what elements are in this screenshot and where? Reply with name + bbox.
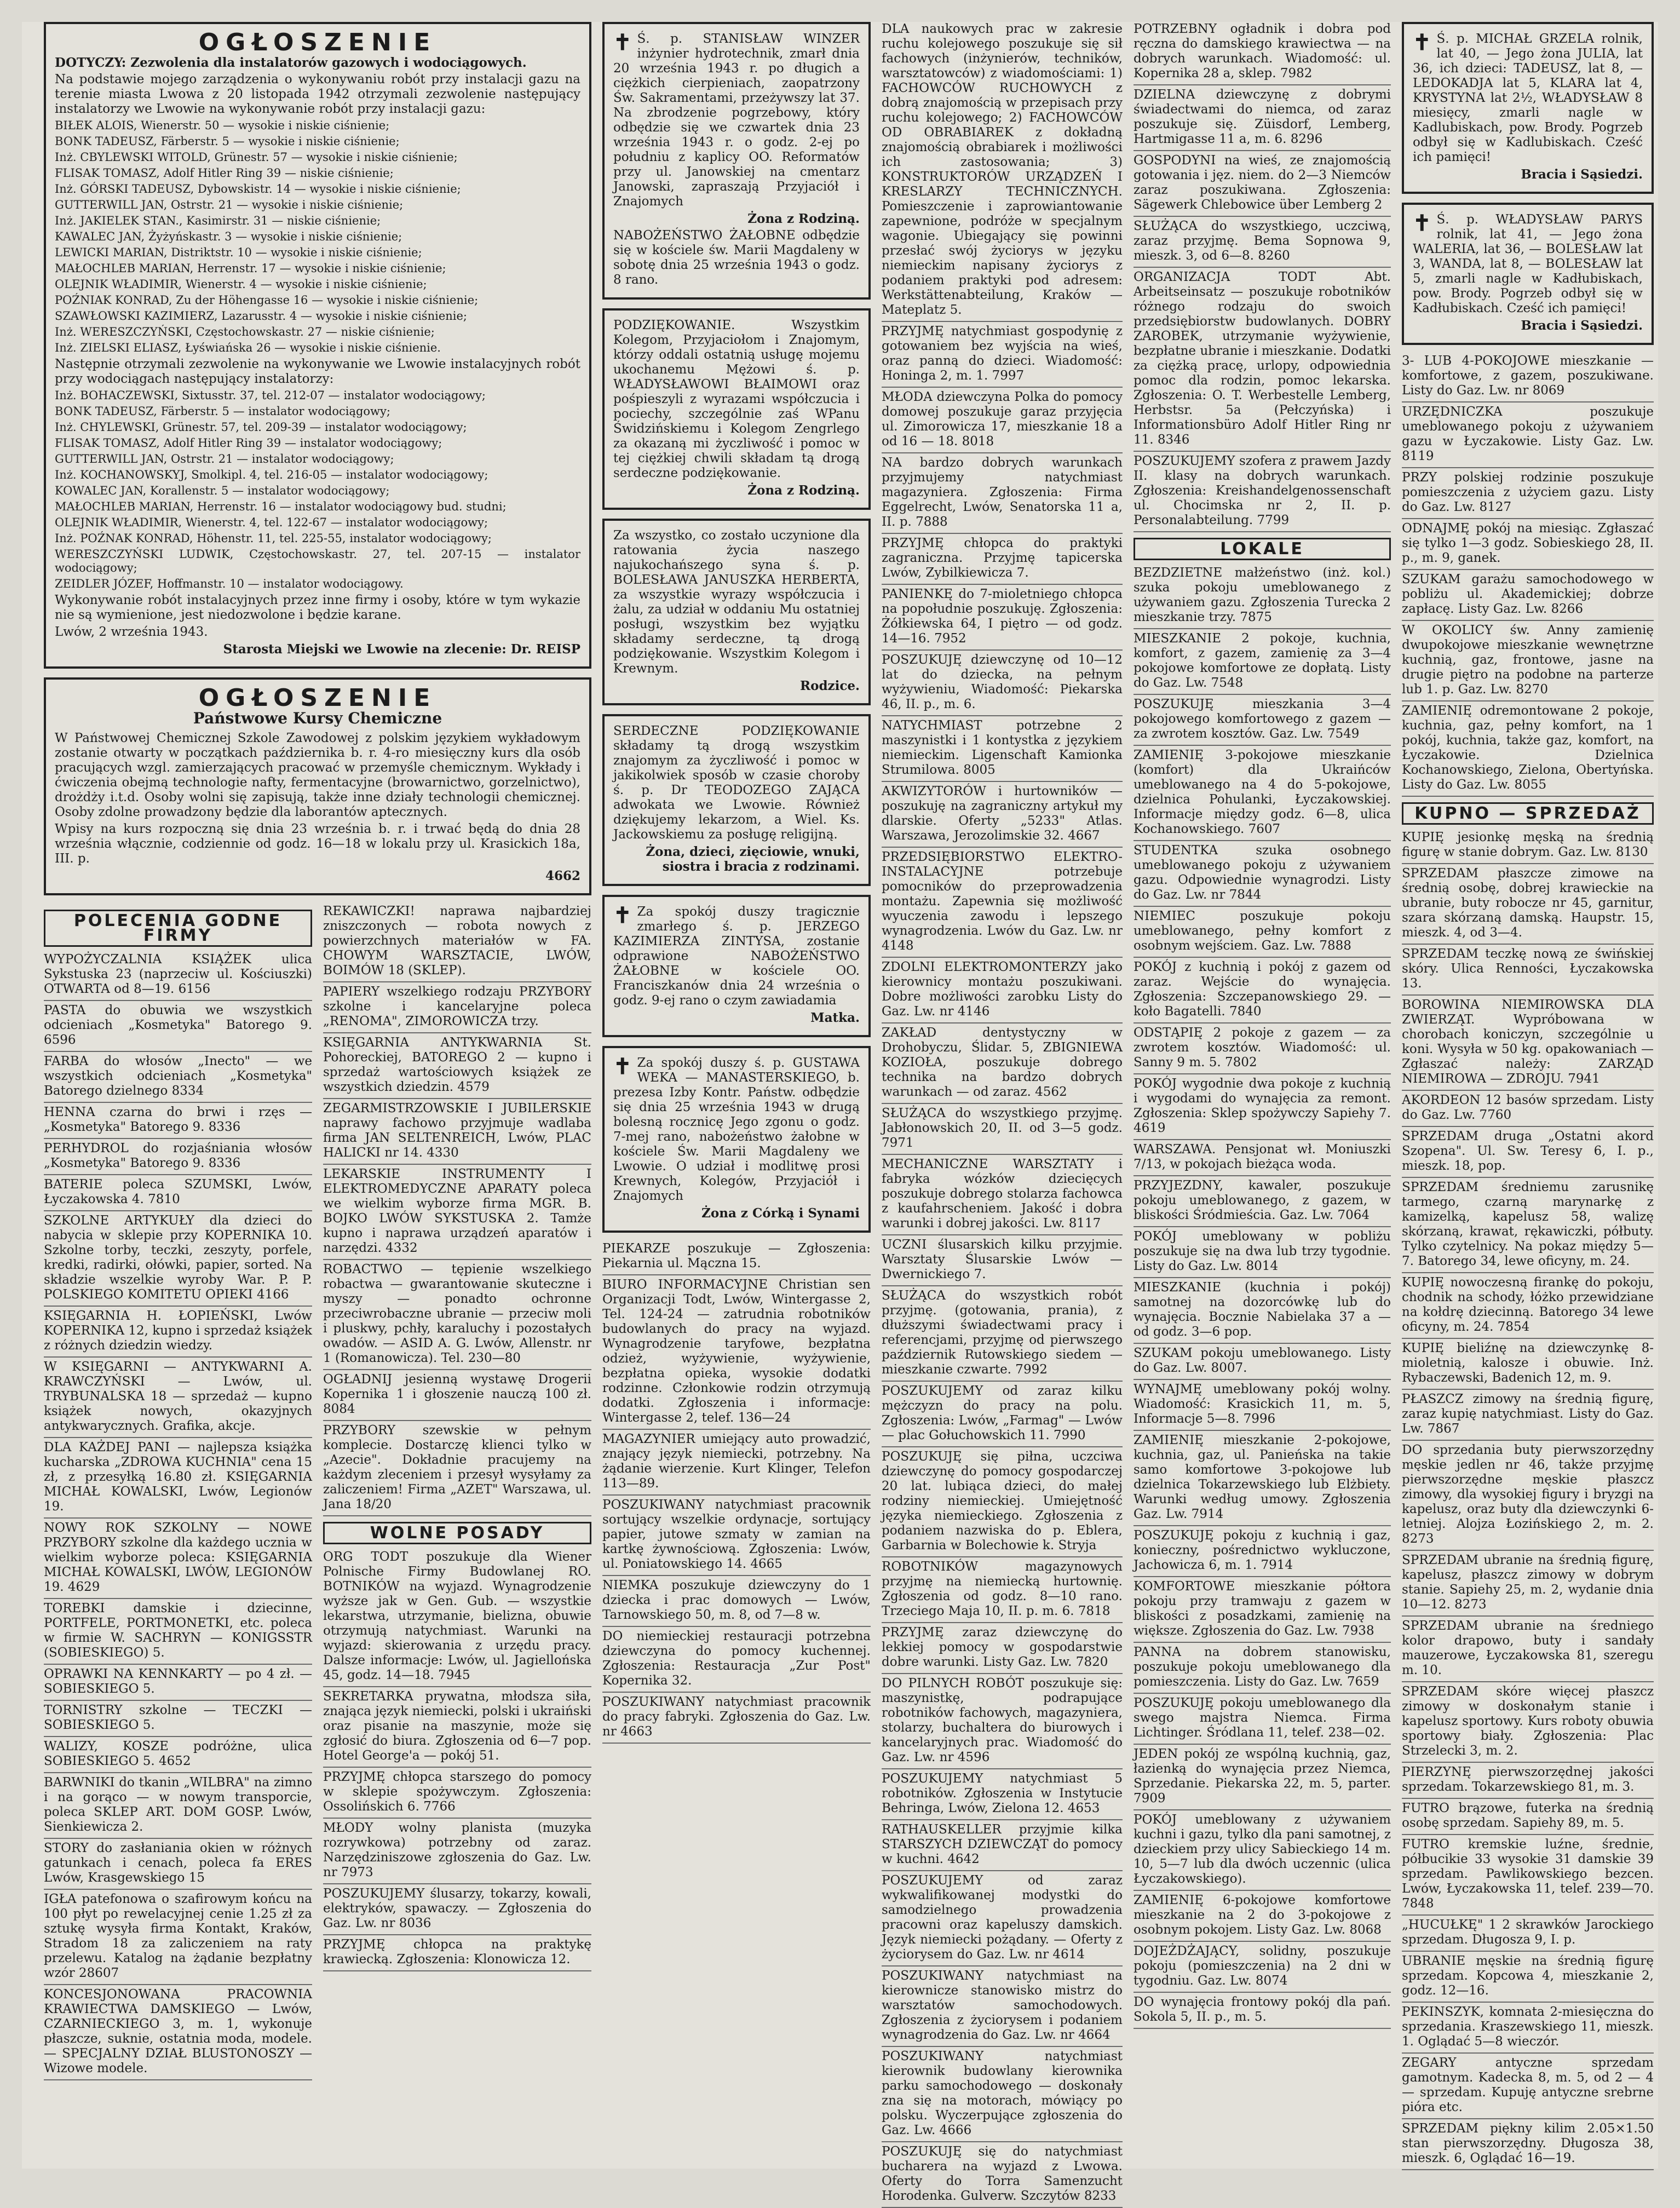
ad-item: RATHAUSKELLER przyjmie kilka STARSZYCH DZIEWCZĄT do pomocy w kuchni. 4642	[882, 1822, 1123, 1871]
list-item: BIŁEK ALOIS, Wienerstr. 50 — wysokie i niskie ciśnienie;	[55, 119, 390, 132]
list-item: Inż. BOHACZEWSKI, Sixtusstr. 37, tel. 212-07 — instalator wodociągowy;	[55, 389, 486, 402]
ad-item: ROBOTNIKÓW magazynowych przyjmę na niemiecką hurtownię. Zgłoszenia od godz. 8—10 rano. Trzeciego Maja 10, II. p. m. 6. 7818	[882, 1560, 1123, 1623]
ad-item: BOROWINA NIEMIROWSKA DLA ZWIERZĄT. Wypróbowana w chorobach koniczyn, szczególnie u koni. Wysyła w 50 kg. opakowaniach — Zgłaszać należy: ZARZĄD NIEMIROWA — ZDROJU. 7941	[1402, 998, 1654, 1091]
list-item: GUTTERWILL JAN, Ostrstr. 21 — instalator wodociągowy;	[55, 452, 394, 465]
ad-item: DLA KAŻDEJ PANI — najlepsza książka kucharska „ZDROWA KUCHNIA" cena 15 zł, z przesyłką 16.80 zł. KSIĘGARNIA MICHAŁ KOWALSKI, Lwów, Legionów 19.	[44, 1440, 312, 1519]
ad-item: KONCESJONOWANA PRACOWNIA KRAWIECTWA DAMSKIEGO — Lwów, CZARNIECKIEGO 3, m. 1, wykonuje płaszcze, suknie, ostatnia moda, modele. — SPECJALNY DZIAŁ BLUSTONOSZY — Wizowe modele.	[44, 1987, 312, 2080]
ad-item: WARSZAWA. Pensjonat wł. Moniuszki 7/13, w pokojach bieżąca woda.	[1134, 1142, 1391, 1176]
cross-icon: ✝	[613, 1054, 632, 1079]
ad-item: STORY do zasłaniania okien w różnych gatunkach i cenach, poleca fa ERES Lwów, Krasgewskiego 15	[44, 1841, 312, 1890]
ad-item: PAPIERY wszelkiego rodzaju PRZYBORY szkolne i kancelaryjne poleca „RENOMA", ZIMOROWICZA trzy.	[323, 985, 591, 1033]
list-item: Inż. ZIELSKI ELIASZ, Łyświańska 26 — wysokie i niskie ciśnienie.	[55, 341, 441, 354]
ad-item: PANIENKĘ do 7-mioletniego chłopca na popołudnie poszukuję. Zgłoszenia: Żółkiewska 64, I piętro — od godz. 14—16. 7952	[882, 587, 1123, 651]
ad-item: WYNAJMĘ umeblowany pokój wolny. Wiadomość: Krasickich 11, m. 5, Informacje 5—8. 7996	[1134, 1382, 1391, 1431]
section-header: POLECENIA GODNE FIRMY	[44, 910, 312, 947]
list-item: FLISAK TOMASZ, Adolf Hitler Ring 39 — instalator wodociągowy;	[55, 436, 442, 450]
ad-item: ZAKŁAD dentystyczny w Drohobyczu, Ślidar. 5, ZBIGNIEWA KOZIOŁA, poszukuje dobrego technika na bardzo dobrych warunkach — od zaraz. 4562	[882, 1026, 1123, 1104]
ad-item: PERHYDROL do rozjaśniania włosów „Kosmetyka" Batorego 9. 8336	[44, 1141, 312, 1175]
list-item: POŹNIAK KONRAD, Zu der Höhengasse 16 — wysokie i niskie ciśnienie;	[55, 294, 479, 307]
ad-item: UCZNI ślusarskich kilku przyjmie. Warsztaty Ślusarskie Lwów — Dwernickiego 7.	[882, 1238, 1123, 1286]
list-item: KAWALEC JAN, Żyżyńskastr. 3 — wysokie i niskie ciśnienie;	[55, 230, 402, 243]
list-item: OLEJNIK WŁADIMIR, Wienerstr. 4 — wysokie i niskie ciśnienie;	[55, 278, 427, 291]
ad-item: POSZUKIWANY natychmiast kierownik budowlany kierownika parku samochodowego — doskonały zna się na motorach, mówiący po polsku. Wyczerpujące zgłoszenia do Gaz. Lw. 4666	[882, 2049, 1123, 2142]
list-item: Inż. POŹNAK KONRAD, Höhenstr. 11, tel. 225-55, instalator wodociągowy;	[55, 532, 492, 545]
ad-item: ZDOLNI ELEKTROMONTERZY jako kierownicy montażu poszukiwani. Dobre możliwości zarobku Listy do Gaz. Lw. nr 4146	[882, 960, 1123, 1024]
ad-item: ZAMIENIĘ odremontowane 2 pokoje, kuchnia, gaz, pełny komfort, na 1 pokój, kuchnia, także gaz, komfort, na Łyczakowie. Dzielnica Kochanowskiego, Zielona, Obertyńska. Listy do Gaz. Lw. 8055	[1402, 704, 1654, 797]
ad-item: PANNA na dobrem stanowisku, poszukuje pokoju umeblowanego dla pomieszczenia. Listy do Gaz. Lw. 7659	[1134, 1645, 1391, 1694]
section-header: KUPNO — SPRZEDAŻ	[1402, 802, 1654, 825]
thanks-notice	[602, 519, 871, 705]
ad-item: MŁODY wolny planista (muzyka rozrywkowa) potrzebny od zaraz. Narzędziniszowe zgłoszenia do Gaz. Lw. nr 7973	[323, 1821, 591, 1884]
ad-item: POSZUKIWANY natychmiast pracownik sortujący wszelkie ordynacje, sortujący papier, jutowe szmaty w zamian na kartkę żywnościową. Zgłoszenia: Lwów, ul. Poniatowskiego 14. 4665	[602, 1498, 871, 1576]
list-item: Inż. JAKIELEK STAN., Kasimirstr. 31 — niskie ciśnienie;	[55, 214, 381, 227]
ad-item: KSIĘGARNIA H. ŁOPIEŃSKI, Lwów KOPERNIKA 12, kupno i sprzedaż książek z różnych dziedzin wiedzy.	[44, 1309, 312, 1358]
notice-subject: DOTYCZY: Zezwolenia dla instalatorów gazowych i wodociągowych.	[55, 55, 527, 70]
ad-item: DLA naukowych prac w zakresie ruchu kolejowego poszukuje się sił fachowych (inżynierów, techników, warsztatowców) z wiadomościami: 1) FACHOWCÓW RUCHOWYCH z dobrą znajomością w przepisach przy ruchu kolejowego; 2) FACHOWCÓW OD OBRABIAREK z dokładną znajomością obrabiarek i możliwości ich zastosowania; 3) KONSTRUKTORÓW URZĄDZEŃ I KRESLARZY TECHNICZNYCH. Pomieszczenie i zaprowiantowanie zapewnione, podróże w specjalnym wagonie. Ubiegający się powinni przesłać swój życiorys w języku niemieckim napisany życiorys z podaniem praktyki pod adresem: Werkstättenabteilung, Kraków — Mateplatz 5.	[882, 22, 1123, 322]
list-item: BONK TADEUSZ, Färberstr. 5 — instalator wodociągowy;	[55, 405, 390, 418]
list-item: Inż. KOCHANOWSKYJ, Smolkipl. 4, tel. 216-05 — instalator wodociągowy;	[55, 468, 488, 481]
column-1	[44, 22, 591, 2169]
list-item: OLEJNIK WŁADIMIR, Wienerstr. 4, tel. 122-67 — instalator wodociągowy;	[55, 516, 488, 529]
chemistry-courses-notice	[44, 677, 591, 895]
ad-item: HENNA czarna do brwi i rzęs — „Kosmetyka" Batorego 9. 8336	[44, 1105, 312, 1139]
ad-item: „HUCUŁKĘ" 1 2 skrawków Jarockiego sprzedam. Długosza 9, I. p.	[1402, 1918, 1654, 1952]
obituary-text: Ś. p. WŁADYSŁAW PARYS rolnik, lat 41, — Jego żona WALERIA, lat 36, — BOLESŁAW lat 3, WANDA, lat 8, — BOLESŁAW lat 5, zmarli nagle w Kadłubiskach, pow. Brody. Pogrzeb odbył się w Kadłubiskach. Cześć ich pamięci!	[1413, 212, 1643, 315]
ad-item: SPRZEDAM druga „Ostatni akord Szopena". Ul. Sw. Teresy 6, I. p., mieszk. 18, pop.	[1402, 1129, 1654, 1178]
notice-title: OGŁOSZENIE	[198, 684, 437, 712]
ad-item: POSZUKUJĘ mieszkania 3—4 pokojowego komfortowego z gazem — za zwrotem kosztów. Gaz. Lw. 7549	[1134, 697, 1391, 746]
ad-item: POSZUKIWANY natychmiast pracownik do pracy fabryki. Zgłoszenia do Gaz. Lw. nr 4663	[602, 1695, 871, 1744]
ad-item: POKÓJ umeblowany w pobliżu poszukuje się na dwa lub trzy tygodnie. Listy do Gaz. Lw. 8014	[1134, 1229, 1391, 1278]
notice-signature: Starosta Miejski we Lwowie na zlecenie: Dr. REISP	[223, 642, 580, 657]
ad-item: AKWIZYTORÓW i hurtowników — poszukuję na zagraniczny artykuł my dlarskie. Oferty „5233" Atlas. Warszawa, Jerozolimskie 32. 4667	[882, 784, 1123, 848]
ad-item: NA bardzo dobrych warunkach przyjmujemy natychmiast magazyniera. Zgłoszenia: Firma Eggelrecht, Lwów, Senatorska 11 a, II. p. 7888	[882, 456, 1123, 534]
ad-item: PIERZYNĘ pierwszorzędnej jakości sprzedam. Tokarzewskiego 81, m. 3.	[1402, 1765, 1654, 1799]
ad-item: MIESZKANIE 2 pokoje, kuchnia, komfort, z gazem, zamienię za 3—4 pokojowe komfortowe ze dopłatą. Listy do Gaz. Lw. 7548	[1134, 631, 1391, 695]
cross-icon: ✝	[1413, 30, 1431, 55]
ad-item: PRZYBORY szewskie w pełnym komplecie. Dostarczę klienci tylko w „Azecie". Dokładnie pracujemy na każdym zleceniem i przesył wysyłamy za zaliczeniem! Firma „AZET" Warszawa, ul. Jana 18/20	[323, 1423, 591, 1516]
ad-item: STUDENTKA szuka osobnego umeblowanego pokoju z używaniem gazu. Odpowiednie wynagrodzi. Listy do Gaz. Lw. nr 7844	[1134, 843, 1391, 907]
notice-signature: Żona, dzieci, zięciowie, wnuki, siostra i bracia z rodzinami.	[646, 844, 860, 874]
ad-item: REKAWICZKI! naprawa najbardziej zniszczonych — robota nowych z powierzchnych materiałów w FA. CHOWYM WARSZTACIE, LWÓW, BOIMÓW 18 (SKLEP).	[323, 904, 591, 982]
ad-item: PŁASZCZ zimowy na średnią figurę, zaraz kupię natychmiast. Listy do Gaz. Lw. 7867	[1402, 1392, 1654, 1441]
ad-item: FUTRO brązowe, futerka na średnią osobę sprzedam. Sapiehy 89, m. 5.	[1402, 1801, 1654, 1835]
cross-icon: ✝	[613, 902, 632, 928]
notice-signature: Matka.	[810, 1010, 860, 1025]
ad-item: ZEGARMISTRZOWSKIE I JUBILERSKIE naprawy fachowo przyjmuje wadlaba firma JAN SELTENREICH, Lwów, PLAC HALICKI nr 14. 4330	[323, 1101, 591, 1165]
ad-item: PRZYJEZDNY, kawaler, poszukuje pokoju umeblowanego, z gazem, w bliskości Śródmieścia. Gaz. Lw. 7064	[1134, 1178, 1391, 1227]
list-item: MAŁOCHLEB MARIAN, Herrenstr. 16 — instalator wodociągowy bud. studni;	[55, 500, 507, 513]
thanks-notice	[602, 714, 871, 886]
ad-item: SPRZEDAM ubranie na średnią figurę, kapelusz, płaszcz zimowy w dobrym stanie. Sapiehy 25, m. 2, wydanie dnia 10—12. 8273	[1402, 1553, 1654, 1617]
ad-item: PEKINSZYK, komnata 2-miesięczna do sprzedania. Kraszewskiego 11, mieszk. 1. Oglądać 5—8 wieczór.	[1402, 2005, 1654, 2054]
ad-item: MAGAZYNIER umiejący auto prowadzić, znający język niemiecki, potrzebny. Na żądanie wierzenie. Kurt Klinger, Telefon 113—89.	[602, 1432, 871, 1496]
ad-item: PRZY polskiej rodzinie poszukuje pomieszczenia z użyciem gazu. Listy do Gaz. Lw. 8127	[1402, 470, 1654, 519]
ad-item: ROBACTWO — tępienie wszelkiego robactwa — gwarantowanie skuteczne i myszy — ponadto ochronne przeciwrobaczne ubranie — przeciw moli i pluskwy, pchły, karaluchy i pozostałych owadów. — ASID A. G. Lwów, Allenstr. nr 1 (Romanowicza). Tel. 230—80	[323, 1262, 591, 1370]
section-header: WOLNE POSADY	[323, 1522, 591, 1544]
ad-item: SŁUŻĄCA do wszystkiego, uczciwą, zaraz przyjmę. Bema Sopnowa 9, mieszk. 3, od 6—8. 8260	[1134, 219, 1391, 268]
obituary	[1402, 22, 1654, 194]
notice-closing: Wykonywanie robót instalacyjnych przez inne firmy i osoby, które w tym wykazie nie są wymienione, jest niedozwolone i będzie karane.	[55, 593, 580, 622]
ad-item: SEKRETARKA prywatna, młodsza siła, znająca język niemiecki, polski i ukraiński oraz pisanie na maszynie, może się zgłosić do biura. Zgłoszenia od 6—7 pop. Hotel George'a — pokój 51.	[323, 1689, 591, 1768]
ad-item: TOREBKI damskie i dziecinne, PORTFELE, PORTMONETKI, etc. poleca w firmie W. SACHRYN — KONIGSSTR (SOBIESKIEGO) 5.	[44, 1601, 312, 1665]
ad-item: SPRZEDAM ubranie na średniego kolor drapowo, buty i sandały mauzerowe, Łyczakowska 81, szeregu m. 10.	[1402, 1619, 1654, 1682]
ad-item: KUPIĘ nowoczesną firankę do pokoju, chodnik na schody, łóżko przewidziane na kołdrę dziecinną. Batorego 34 lewe oficyny, m. 24. 7854	[1402, 1275, 1654, 1339]
list-item: FLISAK TOMASZ, Adolf Hitler Ring 39 — niskie ciśnienie;	[55, 166, 394, 180]
ad-item: ORGANIZACJA TODT Abt. Arbeitseinsatz — poszukuje robotników różnego rodzaju do swoich przedsiębiorstw budowlanych. DOBRY ZAROBEK, utrzymanie wyżywienie, bezpłatne ubranie i mieszkanie. Dodatki za ciężką pracę, urlopy, odpowiednia pomoc dla rodzin, pomoc lekarska. Zgłoszenia: O. T. Werbestelle Lemberg, Herbstsr. 5a (Pełczyńska) i Informationsbüro Adolf Hitler Ring nr 11. 8346	[1134, 270, 1391, 452]
installers-notice	[44, 22, 591, 669]
ad-item: LEKARSKIE INSTRUMENTY I ELEKTROMEDYCZNE APARATY poleca we wielkim wyborze firma MGR. B. BOJKO LWÓW SYKSTUSKA 2. Tamże kupno i naprawa urządzeń aparatów i narzędzi. 4332	[323, 1167, 591, 1260]
ad-item: 3- LUB 4-POKOJOWE mieszkanie — komfortowe, z gazem, poszukiwane. Listy do Gaz. Lw. nr 8069	[1402, 354, 1654, 403]
column-4	[1134, 22, 1391, 2169]
column-2	[602, 22, 871, 2169]
ad-item: OGŁADNIJ jesienną wystawę Drogerii Kopernika 1 i głoszenie nauczą 100 zł. 8084	[323, 1372, 591, 1421]
ads-subcolumn-left	[44, 904, 312, 2083]
ad-item: BEZDZIETNE małżeństwo (inż. kol.) szuka pokoju umeblowanego z używaniem gazu. Zgłoszenia Turecka 2 mieszkanie trzy. 7875	[1134, 566, 1391, 629]
ad-item: FARBA do włosów „Inecto" — we wszystkich odcieniach „Kosmetyka" Batorego dzielnego 8334	[44, 1054, 312, 1103]
ad-item: SPRZEDAM piękny kilim 2.05×1.50 stan pierwszorzędny. Długosza 38, mieszk. 6, Oglądać 16—19.	[1402, 2121, 1654, 2170]
ad-item: FUTRO kremskie luźne, średnie, półbucikie 33 wysokie 31 damskie 39 sprzedam. Pawlikowskiego bezcen. Lwów, Łyczakowska 11, telef. 239—70. 7848	[1402, 1837, 1654, 1916]
ad-item: IGŁA patefonowa o szafirowym końcu na 100 płyt po rewelacyjnej cenie 1.25 zł za sztukę wysyła firma Kontakt, Kraków, Stradom 18 za zaliczeniem na raty przelewu. Katalog na żądanie bezpłatny wzór 28607	[44, 1892, 312, 1985]
notice-date: Lwów, 2 września 1943.	[55, 625, 208, 639]
ad-item: PRZYJMĘ zaraz dziewczynę do lekkiej pomocy w gospodarstwie dobre warunki. Listy Gaz. Lw. 7820	[882, 1625, 1123, 1674]
ad-item: ZAMIENIĘ mieszkanie 2-pokojowe, kuchnia, gaz, ul. Panieńska na takie samo komfortowe 3-pokojowe lub dzielnica Tokarzewskiego lub Elżbiety. Warunki według umowy. Zgłoszenia Gaz. Lw. 7914	[1134, 1433, 1391, 1526]
ad-item: NIEMKA poszukuje dziewczyny do 1 dziecka i prac domowych — Lwów, Tarnowskiego 50, m. 8, od 7—8 w.	[602, 1578, 871, 1627]
ad-item: SZKOLNE ARTYKUŁY dla dzieci do nabycia w sklepie przy KOPERNIKA 10. Szkolne torby, teczki, zeszyty, porfele, kredki, radirki, ołówki, papier, sorted. Na składzie wszelkie wyroby War. P. P. POLSKIEGO KOMITETU OPIEKI 4166	[44, 1214, 312, 1307]
ad-item: MIESZKANIE (kuchnia i pokój) samotnej na dozorcówkę lub do wynajęcia. Bocznie Nabielaka 37 a — od godz. 3—6 pop.	[1134, 1280, 1391, 1344]
ad-item: NIEMIEC poszukuje pokoju umeblowanego, pełny komfort z osobnym wejściem. Gaz. Lw. 7888	[1134, 909, 1391, 958]
ad-item: POKÓJ z kuchnią i pokój z gazem od zaraz. Wejście do wynajęcia. Zgłoszenia: Szczepanowskiego 29. — koło Bagatelli. 7840	[1134, 960, 1391, 1024]
obituary	[1402, 203, 1654, 345]
cross-icon: ✝	[613, 30, 632, 55]
ad-item: DOJEŻDŻAJĄCY, solidny, poszukuje pokoju (pomieszczenia) na 2 dni w tygodniu. Gaz. Lw. 8074	[1134, 1944, 1391, 1993]
ad-item: SPRZEDAM płaszcze zimowe na średnią osobę, dobrej krawieckie na ubranie, buty robocze nr 45, garnitur, szara skórzaną damską. Haupstr. 15, mieszk. 4, od 3—4.	[1402, 866, 1654, 945]
list-item: SZAWŁOWSKI KAZIMIERZ, Lazarusstr. 4 — wysokie i niskie ciśnienie;	[55, 309, 467, 323]
ad-item: SPRZEDAM skóre więcej płaszcz zimowy w doskonałym stanie i kapelusz sportowy. Kurs roboty obuwia sportowy biały. Zgłoszenia: Plac Strzelecki 3, m. 2.	[1402, 1684, 1654, 1763]
ad-item: ODNAJMĘ pokój na miesiąc. Zgłaszać się tylko 1—3 godz. Sobieskiego 28, II. p., m. 9, ganek.	[1402, 521, 1654, 570]
mass-notice	[602, 1046, 871, 1233]
notice-intro: Na podstawie mojego zarządzenia o wykonywaniu robót przy instalacji gazu na terenie miasta Lwowa z 20 listopada 1942 otrzymali zezwolenie następujący instalatorzy we Lwowie na wykonywanie robót przy instalacji gazu:	[55, 72, 580, 116]
notice-signature: Rodzice.	[800, 679, 860, 693]
ads-area	[44, 904, 591, 2083]
list-item: Inż. CBYLEWSKI WITOLD, Grünestr. 57 — wysokie i niskie ciśnienie;	[55, 151, 458, 164]
ad-item: W OKOLICY św. Anny zamienię dwupokojowe mieszkanie wewnętrzne kuchnią, gaz, frontowe, jasne na drugie piętro na podobne na parterze lub 1. p. Gaz. Lw. 8270	[1402, 623, 1654, 702]
notice-signature: Żona z Córką i Synami	[701, 1206, 860, 1221]
ad-item: KUPIĘ jesionkę męską na średnią figurę w stanie dobrym. Gaz. Lw. 8130	[1402, 830, 1654, 864]
list-item: KOWALEC JAN, Korallenstr. 5 — instalator wodociągowy;	[55, 484, 390, 497]
ad-item: UBRANIE męskie na średnią figurę sprzedam. Kopcowa 4, mieszkanie 2, godz. 12—16.	[1402, 1954, 1654, 2003]
ad-item: POSZUKUJEMY szofera z prawem Jazdy II. klasy na dobrych warunkach. Zgłoszenia: Kreishandelgenossenschaft ul. Chocimska nr 2, II. p. Personalabteilung. 7799	[1134, 454, 1391, 532]
list-item: Inż. WERESZCZYŃSKI, Częstochowskastr. 27 — niskie ciśnienie;	[55, 325, 435, 338]
obituary-signature: Żona z Rodziną.	[747, 211, 860, 226]
ad-item: PRZYJMĘ chłopca na praktykę krawiecką. Zgłoszenia: Klonowicza 12.	[323, 1937, 591, 1971]
obituary	[602, 22, 871, 300]
ad-item: POSZUKUJĘ pokoju z kuchnią i gaz, konieczny, pośrednictwo wykluczone, Jachowicza 6, m. 1. 7914	[1134, 1528, 1391, 1577]
ad-item: POSZUKUJĘ się piłna, uczciwa dziewczynę do pomocy gospodarczej 20 lat. lubiąca dzieci, do małej rodziny niemieckiej. Umiejętność języka niemieckiego. Zgłoszenia z podaniem nazwiska do p. Eblera, Garbarnia w Bolechowie k. Stryja	[882, 1450, 1123, 1557]
ad-item: POTRZEBNY ogładnik i dobra pod ręczna do damskiego krawiectwa — na dobrych warunkach. Wiadomość: ul. Kopernika 28 a, sklep. 7982	[1134, 22, 1391, 85]
notice-text: Za spokój duszy ś. p. GUSTAWA WEKA — MANASTERSKIEGO, b. prezesa Izby Kontr. Państw. odbędzie się dnia 25 września 1943 w drugą bolesną rocznicę Jego zgonu o godz. 7-mej rano, nabożeństwo żałobne w kościele Św. Marii Magdaleny we Lwowie. O udział i modlitwę prosi Krewnych, Kolegów, Przyjaciół i Znajomych	[613, 1056, 860, 1203]
obituary-extra: NABOŻEŃSTWO ŻAŁOBNE odbędzie się w kościele św. Marii Magdaleny w sobotę dnia 25 września 1943 o godz. 8 rano.	[613, 228, 860, 287]
ad-item: POSZUKUJEMY natychmiast 5 robotników. Zgłoszenia w Instytucie Behringa, Lwów, Zielona 12. 4653	[882, 1772, 1123, 1820]
newspaper-page	[22, 22, 1658, 2203]
ad-item: KOMFORTOWE mieszkanie półtora pokoju przy tramwaju z gazem w bliskości z posadzkami, zamienię na większe. Zgłoszenia do Gaz. Lw. 7938	[1134, 1579, 1391, 1643]
list-item: WERESZCZYŃSKI LUDWIK, Częstochowskastr. 27, tel. 207-15 — instalator wodociągowy;	[55, 548, 580, 574]
section-header: LOKALE	[1134, 538, 1391, 560]
cross-icon: ✝	[1413, 210, 1431, 236]
ad-item: PRZEDSIĘBIORSTWO ELEKTRO-INSTALACYJNE potrzebuje pomocników do przeprowadzenia montażu. Zapewnia się możliwość wyuczenia zawodu i lepszego wynagrodzenia. Lwów du Gaz. Lw. nr 4148	[882, 850, 1123, 958]
ad-item: PIEKARZE poszukuje — Zgłoszenia: Piekarnia ul. Mączna 15.	[602, 1241, 871, 1275]
ad-item: SZUKAM pokoju umeblowanego. Listy do Gaz. Lw. 8007.	[1134, 1346, 1391, 1380]
ad-item: POKÓJ wygodnie dwa pokoje z kuchnią i wygodami do wynajęcia za remont. Zgłoszenia: Sklep spożywczy Sapiehy 7. 4619	[1134, 1077, 1391, 1140]
ads-subcolumn-right	[323, 904, 591, 2083]
ad-item: PRZYJMĘ chłopca starszego do pomocy w sklepie spożywczym. Zgłoszenia: Ossolińskich 6. 7766	[323, 1770, 591, 1819]
ad-item: ZAMIENIĘ 6-pokojowe komfortowe mieszkanie na 2 do 3-pokojowe z osobnym pokojem. Listy Gaz. Lw. 8068	[1134, 1893, 1391, 1942]
gas-installers-list	[55, 119, 580, 355]
list-item: Inż. GÓRSKI TADEUSZ, Dybowskistr. 14 — wysokie i niskie ciśnienie;	[55, 182, 461, 196]
ad-item: PRZYJMĘ chłopca do praktyki zagraniczna. Przyjmę tapicerska Lwów, Zybilkiewicza 7.	[882, 536, 1123, 585]
ad-item: SPRZEDAM teczkę nową ze świńskiej skóry. Ulica Renności, Łyczakowska 13.	[1402, 947, 1654, 996]
obituary-text: Ś. p. MICHAŁ GRZELA rolnik, lat 40, — Jego żona JULIA, lat 36, ich dzieci: TADEUSZ, lat 8, — LEDOKADJA lat 5, KLARA lat 4, KRYSTYNA lat 2½, WŁADYSŁAW 8 miesięcy, zmarli nagle w Kadlubiskach, pow. Brody. Pogrzeb odbył się w Kadlubiskach. Cześć ich pamięci!	[1413, 32, 1643, 164]
ad-item: POSZUKUJĘ dziewczynę od 10—12 lat do dziecka, na pełnym wyżywieniu, Wiadomość: Piekarska 46, II. p., m. 6.	[882, 653, 1123, 716]
ad-item: NATYCHMIAST potrzebne 2 maszynistki i 1 kontystka z językiem niemieckim. Ligenschaft Kamionka Strumilowa. 8005	[882, 718, 1123, 782]
ad-item: DO sprzedania buty pierwszorzędny męskie jedlen nr 46, także przyjmę pierwszorzędne męskie płaszcz zimowy, dla wysokiej figury i bryzgi na kapelusz, oraz buty dla dziewczynki 6-letniej. Alojza Łozińskiego 2, m. 2. 8273	[1402, 1443, 1654, 1551]
ad-item: ORG TODT poszukuje dla Wiener Polnische Firmy Budowlanej RO. BOTNIKÓW na wyjazd. Wynagrodzenie wyższe jak w Gen. Gub. — wszystkie lekarstwa, utrzymanie, bielizna, obuwie otrzymują natychmiast. Warunki na wyjazd: skierowania z urzędu pracy. Dalsze informacje: Lwów, ul. Jagiellońska 45, godz. 14—18. 7945	[323, 1550, 591, 1687]
ad-item: BARWNIKI do tkanin „WILBRA" na zimno i na gorąco — w nowym transporcie, poleca SKLEP ART. DOM GOSP. Lwów, Sienkiewicza 2.	[44, 1775, 312, 1839]
notice-text: SERDECZNE PODZIĘKOWANIE składamy tą drogą wszystkim znajomym za życzliwość i pomoc w jakikolwiek sposób w czasie choroby ś. p. Dr TEODOZEGO ZAJĄCA adwokata we Lwowie. Również dziękujemy lekarzom, a Wiel. Ks. Jackowskiemu za posługę religijną.	[613, 724, 860, 842]
list-item: GUTTERWILL JAN, Ostrstr. 21 — wysokie i niskie ciśnienie;	[55, 198, 404, 211]
ad-item: POSZUKUJĘ pokoju umeblowanego dla swego majstra Niemca. Firma Lichtinger. Śródlana 11, telef. 238—02.	[1134, 1696, 1391, 1745]
ad-item: TORNISTRY szkolne — TECZKI — SOBIESKIEGO 5.	[44, 1703, 312, 1737]
ad-item: POKÓJ umeblowany z używaniem kuchni i gazu, tylko dla pani samotnej, z dzieckiem przy ulicy Sabieckiego 14 m. 10, 5—7 lub dla dwóch uczennic (ulica Łyczakowskiego).	[1134, 1813, 1391, 1891]
ad-item: POSZUKUJEMY ślusarzy, tokarzy, kowali, elektryków, spawaczy. — Zgłoszenia do Gaz. Lw. nr 8036	[323, 1887, 591, 1935]
ad-item: DO PILNYCH ROBÓT poszukuje się: maszynistkę, podrapujące robotników fachowych, magazyniera, stolarzy, buchaltera do biurowych i kancelaryjnych prac. Wiadomość do Gaz. Lw. nr 4596	[882, 1676, 1123, 1769]
ad-item: POSZUKIWANY natychmiast na kierownicze stanowisko mistrz do warsztatów samochodowych. Zgłoszenia z życiorysem i podaniem wynagrodzenia do Gaz. Lw. nr 4664	[882, 1969, 1123, 2047]
ad-item: AKORDEON 12 basów sprzedam. Listy do Gaz. Lw. 7760	[1402, 1093, 1654, 1127]
water-installers-list	[55, 389, 580, 591]
notice-text: Za spokój duszy tragicznie zmarłego ś. p. JERZEGO KAZIMIERZA ZINTYSA, zostanie odprawione NABOŻEŃSTWO ŻAŁOBNE w kościele OO. Franciszkanów dnia 24 września o godz. 9-ej rano o czym zawiadamia	[613, 905, 860, 1008]
ad-item: MECHANICZNE WARSZTATY i fabryka wózków dziecięcych poszukuje dobrego stolarza fachowca z kaufahrscheniem. Jakość i dobra warunki i dobrej jakości. Lw. 8117	[882, 1157, 1123, 1235]
ad-item: PRZYJMĘ natychmiast gospodynię z gotowaniem bez wyjścia na wieś, oraz panną do dzieci. Wiadomość: Honinga 2, m. 1. 7997	[882, 324, 1123, 388]
list-item: LEWICKI MARIAN, Distriktstr. 10 — wysokie i niskie ciśnienie;	[55, 246, 422, 259]
ad-item: SPRZEDAM średniemu zarusnikę tarmego, czarną marynarkę z kamizelką, kapelusz 58, walizę skórzaną, krawat, rękawiczki, półbuty. Tylko czytelnicy. Na pokaz między 5—7. Batorego 34, lewe oficyny, m. 24.	[1402, 1180, 1654, 1273]
ad-item: JEDEN pokój ze wspólną kuchnią, gaz, łazienką do wynajęcia przez Niemca, Sprzedanie. Piekarska 22, m. 5, parter. 7909	[1134, 1747, 1391, 1810]
ad-item: NOWY ROK SZKOLNY — NOWE PRZYBORY szkolne dla każdego ucznia w wielkim wyborze poleca: KSIĘGARNIA MICHAŁ KOWALSKI, LWÓW, LEGIONÓW 19. 4629	[44, 1521, 312, 1599]
ad-item: POSZUKUJĘ się do natychmiast bucharera na wyjazd z Lwowa. Oferty do Torra Samenzucht Horodenka. Gulverw. Szczytów 8233	[882, 2144, 1123, 2208]
obituary-signature: Bracia i Sąsiedzi.	[1521, 167, 1643, 182]
obituary-text: Ś. p. STANISŁAW WINZER inżynier hydrotechnik, zmarł dnia 20 września 1943 r. po długich a ciężkich cierpieniach, zaopatrzony Św. Sakramentami, przeżywszy lat 37. Na zbrodzenie pogrzebowy, który odbędzie się we czwartek dnia 23 września 1943 r. o godz. 2-ej po południu z kaplicy OO. Reformatów przy ul. Janowskiej na cmentarz Janowski, zapraszają Przyjaciół i Znajomych	[613, 32, 860, 209]
ad-item: WYPOŻYCZALNIA KSIĄŻEK ulica Sykstuska 23 (naprzeciw ul. Kościuszki) OTWARTA od 8—19. 6156	[44, 952, 312, 1001]
ad-item: MŁODA dziewczyna Polka do pomocy domowej poszukuje garaz przyjęcia ul. Zimorowicza 17, mieszkanie 18 a od 16 — 18. 8018	[882, 390, 1123, 453]
ad-item: ODSTĄPIĘ 2 pokoje z gazem — za zwrotem kosztów. Wiadomość: ul. Sanny 9 m. 5. 7802	[1134, 1026, 1391, 1074]
ad-item: OPRAWKI NA KENNKARTY — po 4 zł. — SOBIESKIEGO 5.	[44, 1667, 312, 1701]
notice-text: PODZIĘKOWANIE. Wszystkim Kolegom, Przyjaciołom i Znajomym, którzy oddali ostatnią usługę mojemu ukochanemu Mężowi ś. p. WŁADYSŁAWOWI BŁAIMOWI oraz pośpieszyli z wyrazami współczucia i pociechy, szczególnie zaś WPanu Świdzińskiemu i Kolegom Zengrlego za okazaną mi życzliwość i pomoc w tej ciężkiej chwili składam tą drogą serdeczne podziękowanie.	[613, 318, 860, 480]
ad-item: DZIELNA dziewczynę z dobrymi świadectwami do niemca, od zaraz poszukuje się. Züisdorf, Lemberg, Hartmigasse 11 a, m. 6. 8296	[1134, 88, 1391, 151]
ad-item: W KSIĘGARNI — ANTYKWARNI A. KRAWCZYŃSKI — Lwów, ul. TRYBUNALSKA 18 — sprzedaż — kupno książek nowych, okazyjnych antykwarycznych. Grafika, akcje.	[44, 1360, 312, 1438]
ad-item: ZAMIENIĘ 3-pokojowe mieszkanie (komfort) dla Ukraińców umeblowanego na 4 do 5-pokojowe, dzielnica Pohulanki, Łyczakowskiej. Informacje między godz. 6—8, ulica Kochanowskiego. 7607	[1134, 748, 1391, 841]
ad-item: SŁUŻĄCA do wszystkiego przyjmę. Jabłonowskich 20, II. od 3—5 godz. 7971	[882, 1106, 1123, 1155]
notice-subtitle: Państwowe Kursy Chemiczne	[193, 709, 442, 727]
ad-item: WALIZY, KOSZE podróżne, ulica SOBIESKIEGO 5. 4652	[44, 1739, 312, 1773]
ad-item: DO niemieckiej restauracji potrzebna dziewczyna do pomocy kuchennej. Zgłoszenia: Restauracja „Zur Post" Kopernika 32.	[602, 1629, 871, 1693]
ad-item: KUPIĘ bieliźnę na dziewczynkę 8-mioletnią, kalosze i obuwie. Inż. Rybaczewski, Badenich 12, m. 9.	[1402, 1341, 1654, 1390]
mass-notice	[602, 895, 871, 1037]
notice-body: W Państwowej Chemicznej Szkole Zawodowej z polskim językiem wykładowym zostanie otwarty w początkach października b. r. 4-ro miesięczny kurs dla osób pracujących wzgl. zamierzających pracować w przemyśle chemicznym. Wykłady i ćwiczenia obejmą technologie nafty, fermentacyjne (browarnictwo, gorzelnictwo), drożdży i.t.d. Osoby wolni się zapisują, także inne działy technologii chemicznej. Osoby zdolne prowadzony będzie dla laborantów aptecznych.	[55, 731, 580, 819]
ad-item: DO wynajęcia frontowy pokój dla pań. Sokola 5, II. p., m. 5.	[1134, 1995, 1391, 2029]
ad-item: GOSPODYNI na wieś, ze znajomością gotowania i jęz. niem. do 2—3 Niemców zaraz poszukiwana. Zgłoszenia: Sägewerk Chlebowice über Lemberg 2	[1134, 153, 1391, 217]
list-item: BONK TADEUSZ, Färberstr. 5 — wysokie i niskie ciśnienie;	[55, 135, 400, 148]
ad-item: ZEGARY antyczne sprzedam gamotnym. Kadecka 8, m. 5, od 2 — 4 — sprzedam. Kupuję antyczne srebrne pióra etc.	[1402, 2056, 1654, 2119]
ad-item: BIURO INFORMACYJNE Christian sen Organizacji Todt, Lwów, Wintergasse 2, Tel. 124-24 — zatrudnia robotników budowlanych do pracy na wyjazd. Wynagrodzenie taryfowe, bezpłatna odzież, wyżywienie, wyżywienie, bezpłatna opieka, wysokie dodatki rodzinne. Członkowie rodzin otrzymują dodatki. Zgłoszenia i informacje: Wintergasse 2, telef. 136—24	[602, 1278, 871, 1430]
list-item: ZEIDLER JÓZEF, Hoffmanstr. 10 — instalator wodociągowy.	[55, 577, 404, 590]
ad-item: SZUKAM garażu samochodowego w pobliżu ul. Akademickiej; dobrze zapłacę. Listy Gaz. Lw. 8266	[1402, 572, 1654, 621]
notice-signature: Żona z Rodziną.	[747, 483, 860, 498]
column-3	[882, 22, 1123, 2203]
thanks-notice	[602, 308, 871, 510]
notice-title: OGŁOSZENIE	[198, 28, 437, 56]
notice-text: Za wszystko, co zostało uczynione dla ratowania życia naszego najukochańszego syna ś. p. BOLESŁAWA JANUSZKA HERBERTA, za wszystkie wyrazy współczucia i żalu, za udział w oddaniu Mu ostatniej posługi, wszystkim bez wyjątku składamy serdeczne, tą drogą podziękowanie. Wszystkim Kolegom i Krewnym.	[613, 528, 860, 676]
ad-item: BATERIE poleca SZUMSKI, Lwów, Łyczakowska 4. 7810	[44, 1177, 312, 1211]
ad-item: PASTA do obuwia we wszystkich odcieniach „Kosmetyka" Batorego 9. 6596	[44, 1003, 312, 1052]
notice-code: 4662	[545, 869, 580, 883]
ad-item: POSZUKUJEMY od zaraz wykwalifikowanej modystki do samodzielnego prowadzenia pracowni oraz kapeluszy damskich. Język niemiecki pożądany. — Oferty z życiorysem do Gaz. Lw. nr 4614	[882, 1873, 1123, 1967]
notice-body-2: Wpisy na kurs rozpoczną się dnia 23 września b. r. i trwać będą do dnia 28 września włącznie, codziennie od godz. 16—18 w lokalu przy ul. Krasickich 18a, III. p.	[55, 822, 580, 866]
water-intro: Następnie otrzymali zezwolenie na wykonywanie we Lwowie instalacyjnych robót przy wodociągach następujący instalatorzy:	[55, 357, 580, 386]
list-item: Inż. CHYLEWSKI, Grünestr. 57, tel. 209-39 — instalator wodociągowy;	[55, 421, 467, 434]
ad-item: POSZUKUJEMY od zaraz kilku mężczyzn do pracy na polu. Zgłoszenia: Lwów, „Farmag" — Lwów — plac Gołuchowskich 11. 7990	[882, 1384, 1123, 1447]
ad-item: URZĘDNICZKA poszukuje umeblowanego pokoju z używaniem gazu w Łyczakowie. Listy Gaz. Lw. 8119	[1402, 405, 1654, 468]
ad-item: KSIĘGARNIA ANTYKWARNIA St. Pohoreckiej, BATOREGO 2 — kupno i sprzedaż wartościowych książek ze wszystkich dziedzin. 4579	[323, 1036, 591, 1099]
column-5	[1402, 22, 1654, 2169]
ad-item: SŁUŻĄCA do wszystkich robót przyjmę. (gotowania, prania), z dłuższymi świadectwami pracy i referencjami, przyjmę od pierwszego październik Rutowskiego siedem — mieszkanie czwarte. 7992	[882, 1289, 1123, 1382]
list-item: MAŁOCHLEB MARIAN, Herrenstr. 17 — wysokie i niskie ciśnienie;	[55, 262, 446, 275]
obituary-signature: Bracia i Sąsiedzi.	[1521, 318, 1643, 333]
